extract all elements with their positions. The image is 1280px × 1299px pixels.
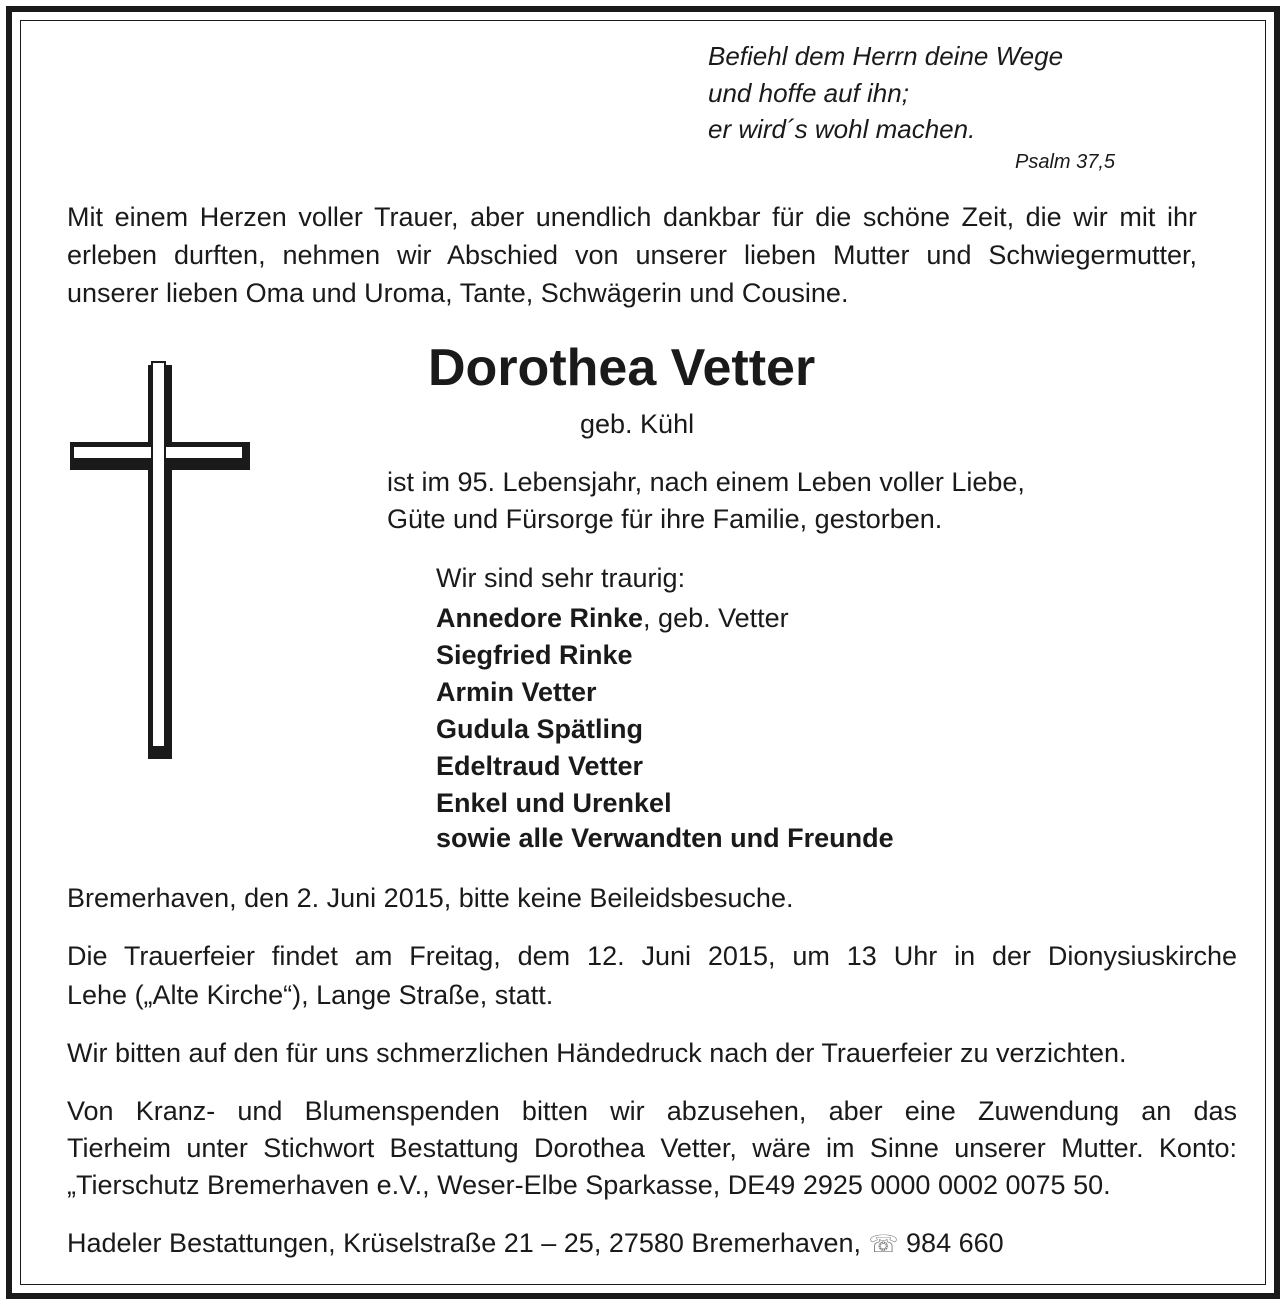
death-notice-line-2: Güte und Fürsorge für ihre Familie, gestorben. (387, 504, 943, 534)
intro-line-1: Mit einem Herzen voller Trauer, aber unendlich dankbar für die schöne Zeit, die wir mit ihr (67, 202, 1197, 232)
funeral-line-2: Lehe („Alte Kirche“), Lange Straße, statt. (67, 980, 554, 1010)
donation-line-1: Von Kranz- und Blumenspenden bitten wir abzusehen, aber eine Zuwendung an das (67, 1096, 1237, 1126)
motto-line-1: Befiehl dem Herrn deine Wege (708, 41, 1064, 71)
telephone-icon: ☏ (868, 1230, 899, 1258)
mourner-name: Edeltraud Vetter (436, 751, 644, 781)
donation-line-3: „Tierschutz Bremerhaven e.V., Weser-Elbe Sparkasse, DE49 2925 0000 0002 0075 50. (67, 1170, 1111, 1200)
mourner-name: sowie alle Verwandten und Freunde (436, 823, 894, 853)
mourners-intro: Wir sind sehr traurig: (436, 563, 686, 593)
cross-icon (68, 360, 254, 762)
deceased-birth-name: geb. Kühl (580, 409, 695, 439)
mourner-name: Enkel und Urenkel (436, 788, 672, 818)
mourner-name: Gudula Spätling (436, 714, 643, 744)
motto-reference: Psalm 37,5 (1015, 151, 1116, 173)
motto-line-2: und hoffe auf ihn; (708, 78, 909, 108)
mourner-name: Armin Vetter (436, 677, 597, 707)
undertaker (67, 1225, 1004, 1263)
mourner-first-name: Annedore Rinke (436, 603, 644, 633)
funeral-line-1: Die Trauerfeier findet am Freitag, dem 12. Juni 2015, um 13 Uhr in der Dionysiuskirche (67, 941, 1237, 971)
mourner-first (436, 600, 789, 637)
undertaker-text: Hadeler Bestattungen, Krüselstraße 21 – 25, 27580 Bremerhaven, (67, 1228, 861, 1258)
handshake-note: Wir bitten auf den für uns schmerzlichen Händedruck nach der Trauerfeier zu verzichten. (67, 1038, 1127, 1068)
place-date: Bremerhaven, den 2. Juni 2015, bitte keine Beileidsbesuche. (67, 883, 794, 913)
donation-line-2: Tierheim unter Stichwort Bestattung Dorothea Vetter, wäre im Sinne unserer Mutter. Konto: (67, 1133, 1237, 1163)
death-notice-line-1: ist im 95. Lebensjahr, nach einem Leben voller Liebe, (387, 467, 1025, 497)
mourner-first-suffix: , geb. Vetter (643, 603, 789, 633)
intro-line-2: erleben durften, nehmen wir Abschied von unserer lieben Mutter und Schwiegermutter, (67, 240, 1197, 270)
deceased-name: Dorothea Vetter (428, 339, 816, 397)
undertaker-phone: 984 660 (906, 1228, 1004, 1258)
mourner-name: Siegfried Rinke (436, 640, 633, 670)
motto-line-3: er wird´s wohl machen. (708, 114, 976, 144)
intro-line-3: unserer lieben Oma und Uroma, Tante, Schwägerin und Cousine. (67, 278, 849, 308)
